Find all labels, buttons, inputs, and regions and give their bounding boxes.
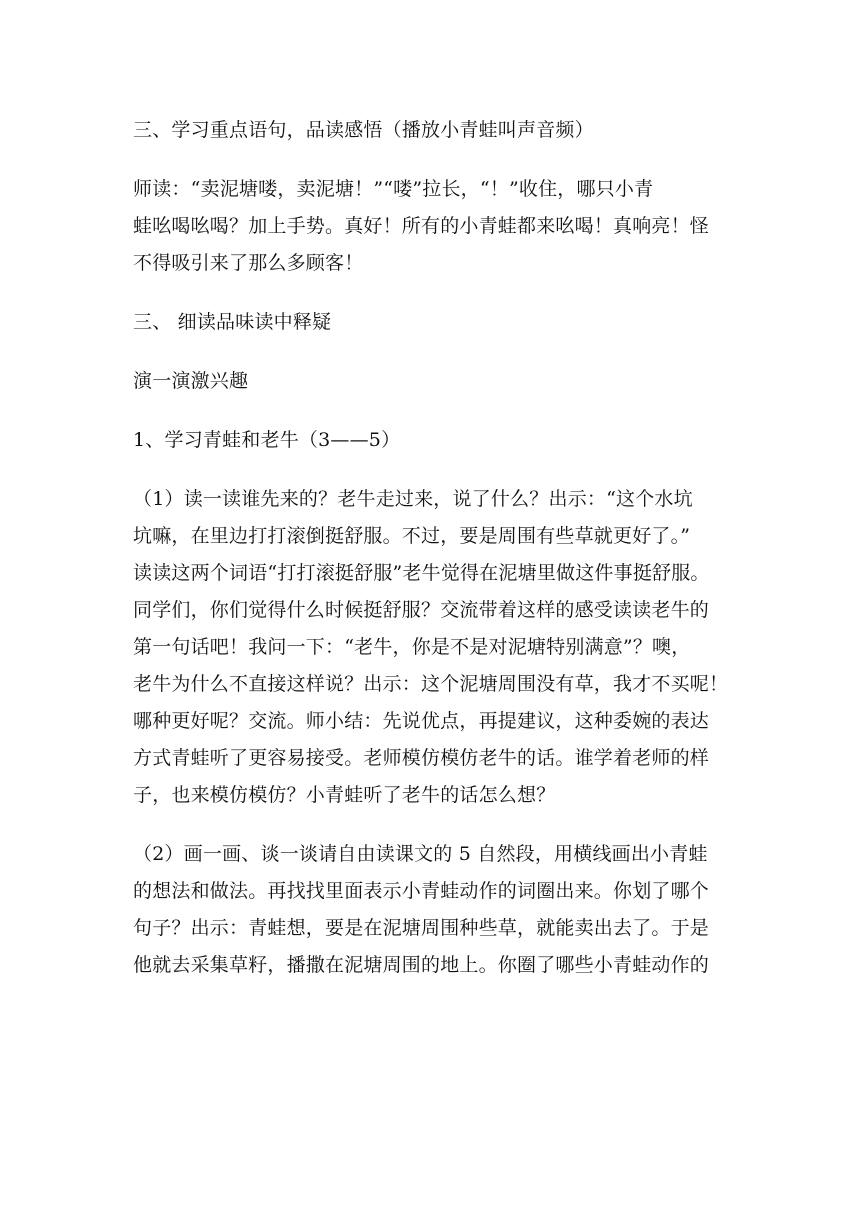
text-line: 读读这两个词语“打打滚挺舒服”老牛觉得在泥塘里做这件事挺舒服。	[133, 562, 710, 584]
text-line: 演一演激兴趣	[133, 370, 249, 392]
text-line: 1、学习青蛙和老牛（3——5）	[133, 429, 401, 451]
text-line: 坑嘛，在里边打打滚倒挺舒服。不过，要是周围有些草就更好了。”	[133, 525, 691, 547]
paragraph-teacher-reading	[133, 171, 745, 282]
section-heading-close-reading	[133, 304, 745, 341]
text-line: （2）画一画、谈一谈请自由读课文的 5 自然段，用横线画出小青蛙	[133, 843, 708, 865]
text-line: （1）读一读谁先来的？老牛走过来，说了什么？出示：“这个水坑	[133, 488, 693, 510]
paragraph-step-1	[133, 481, 745, 814]
paragraph-step-2	[133, 836, 745, 984]
document-body	[133, 112, 745, 984]
text-line: 不得吸引来了那么多顾客！	[133, 252, 364, 274]
text-line: 第一句话吧！我问一下：“老牛，你是不是对泥塘特别满意”？噢，	[133, 636, 691, 658]
text-line: 方式青蛙听了更容易接受。老师模仿模仿老牛的话。谁学着老师的样	[133, 747, 710, 769]
text-line: 句子？出示：青蛙想，要是在泥塘周围种些草，就能卖出去了。于是	[133, 917, 710, 939]
text-line: 蛙吆喝吆喝？加上手势。真好！所有的小青蛙都来吆喝！真响亮！怪	[133, 215, 710, 237]
text-line: 的想法和做法。再找找里面表示小青蛙动作的词圈出来。你划了哪个	[133, 880, 710, 902]
subheading-act-out	[133, 363, 745, 400]
section-heading-key-sentences	[133, 112, 745, 149]
text-line: 三、学习重点语句，品读感悟（播放小青蛙叫声音频）	[133, 119, 594, 141]
text-line: 师读：“卖泥塘喽，卖泥塘！”“喽”拉长，“！”收住，哪只小青	[133, 178, 654, 200]
text-line: 同学们，你们觉得什么时候挺舒服？交流带着这样的感受读读老牛的	[133, 599, 710, 621]
text-line: 子，也来模仿模仿？小青蛙听了老牛的话怎么想？	[133, 784, 556, 806]
text-line: 三、 细读品味读中释疑	[133, 311, 332, 333]
text-line: 哪种更好呢？交流。师小结：先说优点，再提建议，这种委婉的表达	[133, 710, 710, 732]
text-line: 老牛为什么不直接这样说？出示：这个泥塘周围没有草，我才不买呢！	[133, 673, 729, 695]
text-line: 他就去采集草籽，播撒在泥塘周围的地上。你圈了哪些小青蛙动作的	[133, 954, 710, 976]
subheading-frog-and-ox	[133, 422, 745, 459]
